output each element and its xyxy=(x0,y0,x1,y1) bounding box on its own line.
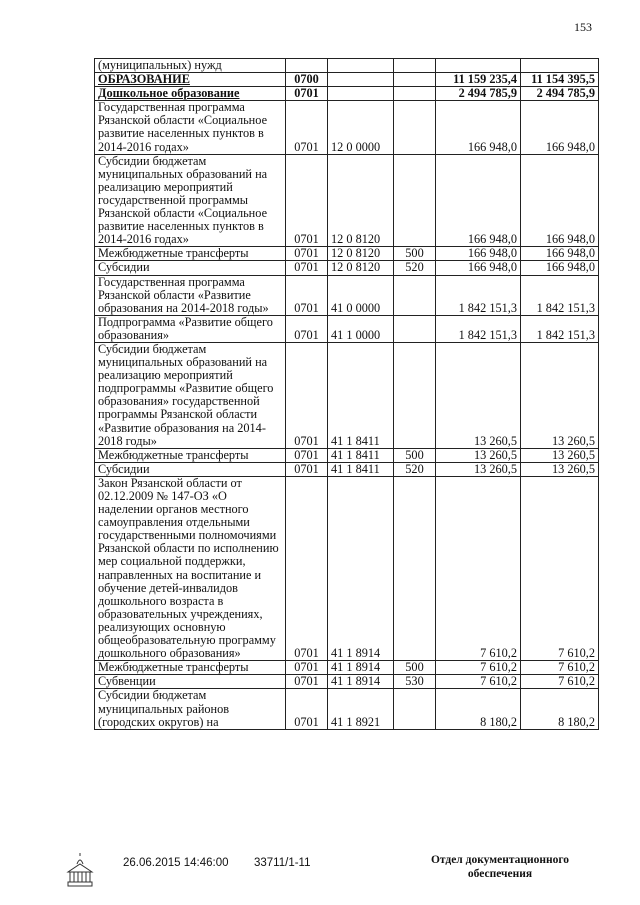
row-target-article: 41 1 8921 xyxy=(328,689,394,729)
row-expense-type: 520 xyxy=(394,261,436,275)
footer-date: 26.06.2015 14:46:00 xyxy=(123,857,229,869)
row-target-article xyxy=(328,59,394,73)
table-row xyxy=(95,73,599,87)
row-expense-type xyxy=(394,275,436,315)
table-row xyxy=(95,689,599,729)
row-name: Субвенции xyxy=(95,675,286,689)
row-section-code: 0701 xyxy=(286,87,328,101)
row-section-code: 0701 xyxy=(286,462,328,476)
row-sum-2017: 166 948,0 xyxy=(521,101,599,154)
row-sum-2016: 166 948,0 xyxy=(436,247,521,261)
row-target-article: 12 0 8120 xyxy=(328,154,394,247)
row-name: Субсидии xyxy=(95,462,286,476)
row-sum-2016: 11 159 235,4 xyxy=(436,73,521,87)
row-target-article: 41 1 8411 xyxy=(328,448,394,462)
row-section-code: 0701 xyxy=(286,315,328,342)
row-sum-2017: 166 948,0 xyxy=(521,247,599,261)
row-name: Государственная программа Рязанской области «Развитие образования на 2014-2018 годы» xyxy=(95,275,286,315)
row-sum-2017: 13 260,5 xyxy=(521,342,599,448)
table-row xyxy=(95,87,599,101)
row-target-article: 41 1 0000 xyxy=(328,315,394,342)
table-row xyxy=(95,675,599,689)
row-expense-type: 500 xyxy=(394,661,436,675)
row-sum-2017: 1 842 151,3 xyxy=(521,315,599,342)
row-section-code: 0701 xyxy=(286,154,328,247)
table-row xyxy=(95,101,599,154)
row-expense-type: 500 xyxy=(394,448,436,462)
row-target-article: 12 0 8120 xyxy=(328,261,394,275)
row-sum-2017: 8 180,2 xyxy=(521,689,599,729)
row-sum-2016: 1 842 151,3 xyxy=(436,315,521,342)
row-name: (муниципальных) нужд xyxy=(95,59,286,73)
row-target-article xyxy=(328,73,394,87)
row-sum-2017: 7 610,2 xyxy=(521,476,599,660)
table-row xyxy=(95,261,599,275)
row-name: Межбюджетные трансферты xyxy=(95,448,286,462)
row-expense-type xyxy=(394,689,436,729)
row-sum-2017: 7 610,2 xyxy=(521,675,599,689)
row-sum-2016 xyxy=(436,59,521,73)
table-row xyxy=(95,476,599,660)
row-expense-type xyxy=(394,101,436,154)
row-sum-2016: 166 948,0 xyxy=(436,101,521,154)
row-sum-2016: 166 948,0 xyxy=(436,261,521,275)
row-name: Субсидии бюджетам муниципальных образований на реализацию мероприятий государственной программы Рязанской области «Социальное развитие населенных пунктов в 2014-2016 годах» xyxy=(95,154,286,247)
row-name: Дошкольное образование xyxy=(95,87,286,101)
footer-document-code: 33711/1-11 xyxy=(254,857,311,869)
row-sum-2017: 166 948,0 xyxy=(521,261,599,275)
row-sum-2016: 13 260,5 xyxy=(436,462,521,476)
row-target-article: 41 1 8914 xyxy=(328,476,394,660)
row-sum-2016: 7 610,2 xyxy=(436,661,521,675)
table-row xyxy=(95,661,599,675)
row-section-code: 0701 xyxy=(286,261,328,275)
row-target-article: 12 0 0000 xyxy=(328,101,394,154)
row-section-code: 0701 xyxy=(286,342,328,448)
footer-department: Отдел документационного обеспечения xyxy=(430,854,570,880)
row-expense-type xyxy=(394,59,436,73)
row-section-code: 0701 xyxy=(286,689,328,729)
row-section-code: 0701 xyxy=(286,661,328,675)
row-expense-type: 500 xyxy=(394,247,436,261)
row-target-article: 41 0 0000 xyxy=(328,275,394,315)
table-row xyxy=(95,315,599,342)
row-sum-2016: 13 260,5 xyxy=(436,342,521,448)
row-sum-2016: 13 260,5 xyxy=(436,448,521,462)
row-name: ОБРАЗОВАНИЕ xyxy=(95,73,286,87)
row-sum-2017: 2 494 785,9 xyxy=(521,87,599,101)
row-sum-2017: 1 842 151,3 xyxy=(521,275,599,315)
row-expense-type: 520 xyxy=(394,462,436,476)
table-row xyxy=(95,462,599,476)
row-target-article: 41 1 8411 xyxy=(328,462,394,476)
row-section-code: 0701 xyxy=(286,448,328,462)
row-expense-type: 530 xyxy=(394,675,436,689)
row-name: Межбюджетные трансферты xyxy=(95,247,286,261)
row-sum-2016: 2 494 785,9 xyxy=(436,87,521,101)
row-sum-2017: 13 260,5 xyxy=(521,462,599,476)
row-target-article: 41 1 8411 xyxy=(328,342,394,448)
row-section-code: 0701 xyxy=(286,675,328,689)
row-name: Государственная программа Рязанской области «Социальное развитие населенных пунктов в 2014-2016 годах» xyxy=(95,101,286,154)
row-target-article: 12 0 8120 xyxy=(328,247,394,261)
row-sum-2016: 1 842 151,3 xyxy=(436,275,521,315)
row-section-code: 0701 xyxy=(286,476,328,660)
row-sum-2016: 7 610,2 xyxy=(436,675,521,689)
page-number: 153 xyxy=(574,20,592,34)
table-row xyxy=(95,154,599,247)
row-name: Субсидии бюджетам муниципальных образований на реализацию мероприятий подпрограммы «Развитие общего образования» государственной программы Рязанской области «Развитие образования на 2014-2018 годы» xyxy=(95,342,286,448)
row-sum-2016: 8 180,2 xyxy=(436,689,521,729)
row-name: Закон Рязанской области от 02.12.2009 № 147-ОЗ «О наделении органов местного самоуправления отдельными государственными полномочиями Рязанской области по исполнению мер социальной поддержки, направленных на воспитание и обучение детей-инвалидов дошкольного возраста в образовательных учреждениях, реализующих основную общеобразовательную программу дошкольного образования» xyxy=(95,476,286,660)
table-row xyxy=(95,59,599,73)
row-sum-2017 xyxy=(521,59,599,73)
row-expense-type xyxy=(394,154,436,247)
row-expense-type xyxy=(394,476,436,660)
row-sum-2017: 11 154 395,5 xyxy=(521,73,599,87)
row-expense-type xyxy=(394,342,436,448)
row-sum-2017: 7 610,2 xyxy=(521,661,599,675)
row-target-article: 41 1 8914 xyxy=(328,661,394,675)
row-name: Субсидии бюджетам муниципальных районов (городских округов) на xyxy=(95,689,286,729)
table-row xyxy=(95,247,599,261)
row-section-code: 0700 xyxy=(286,73,328,87)
row-name: Подпрограмма «Развитие общего образования» xyxy=(95,315,286,342)
row-section-code: 0701 xyxy=(286,101,328,154)
row-expense-type xyxy=(394,87,436,101)
table-row xyxy=(95,448,599,462)
table-row xyxy=(95,342,599,448)
row-section-code: 0701 xyxy=(286,247,328,261)
row-name: Субсидии xyxy=(95,261,286,275)
row-sum-2017: 13 260,5 xyxy=(521,448,599,462)
row-sum-2016: 166 948,0 xyxy=(436,154,521,247)
duma-emblem-icon xyxy=(60,852,100,892)
budget-table xyxy=(94,58,599,730)
row-target-article: 41 1 8914 xyxy=(328,675,394,689)
table-row xyxy=(95,275,599,315)
row-expense-type xyxy=(394,73,436,87)
row-expense-type xyxy=(394,315,436,342)
row-section-code: 0701 xyxy=(286,275,328,315)
row-section-code xyxy=(286,59,328,73)
row-name: Межбюджетные трансферты xyxy=(95,661,286,675)
row-sum-2016: 7 610,2 xyxy=(436,476,521,660)
row-sum-2017: 166 948,0 xyxy=(521,154,599,247)
row-target-article xyxy=(328,87,394,101)
